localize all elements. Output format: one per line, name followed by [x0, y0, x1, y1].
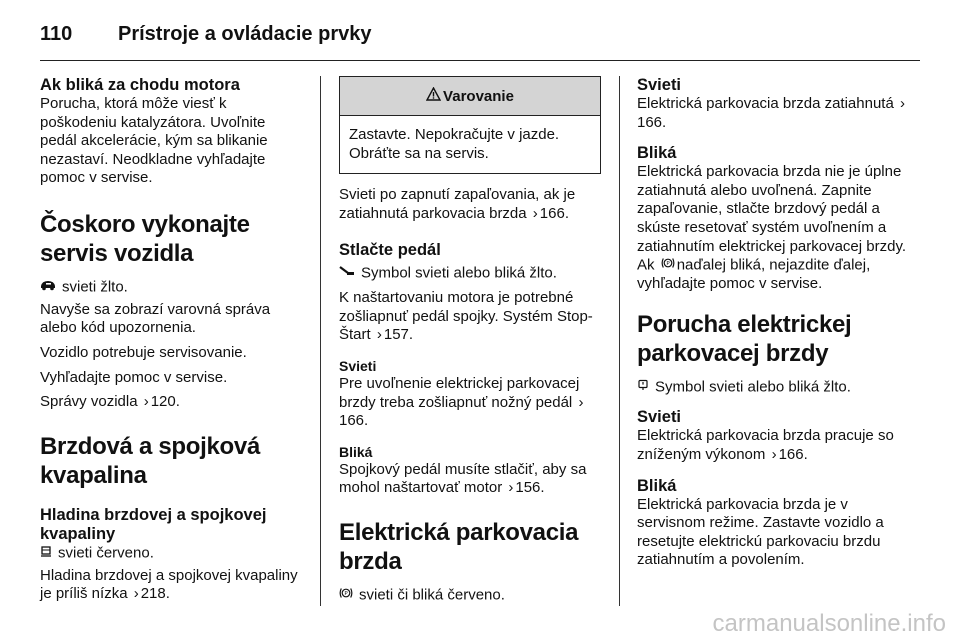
subheading-svieti: Svieti — [339, 358, 377, 375]
service-p2: Vozidlo potrebuje servisovanie. — [40, 344, 247, 362]
warning-box — [339, 76, 601, 174]
clutch-status-line — [339, 264, 601, 283]
service-p3: Vyhľadajte pomoc v servise. — [40, 368, 228, 386]
watermark: carmanualsonline.info — [712, 610, 946, 637]
page-number: 110 — [40, 22, 73, 45]
epb-intro-text: Svieti po zapnutí zapaľovania, ak je zatiahnutá parkovacia brzda — [339, 186, 576, 222]
epb-blika-text — [637, 163, 920, 293]
blika-page[interactable]: 156. — [515, 479, 545, 497]
subheading-blika: Bliká — [339, 443, 373, 460]
fluid-status: svieti červeno. — [58, 544, 154, 562]
page-reference-arrow-icon: › — [143, 393, 149, 411]
clutch-p1 — [339, 289, 601, 345]
page-reference-arrow-icon: › — [532, 204, 538, 222]
fluid-status-line — [40, 544, 302, 563]
section-heading-clutch: Stlačte pedál — [339, 241, 441, 260]
epb-svieti-body: Elektrická parkovacia brzda zatiahnutá — [637, 95, 894, 112]
fault-svieti-page[interactable]: 166. — [778, 446, 808, 464]
epb-blika-body-a: Elektrická parkovacia brzda nie je úplne zatiahnutá alebo uvoľnená. Zapnite zapaľovanie, stlačte brzdový pedál a skúste resetovať systém uvoľnením a zatiahnutím elektrickej parkovacej brzdy. Ak — [637, 163, 907, 274]
service-status-line — [40, 278, 302, 297]
section-heading-engine-blink: Ak bliká za chodu motora — [40, 76, 240, 94]
fault-svieti-body: Elektrická parkovacia brzda pracuje so zníženým výkonom — [637, 427, 894, 464]
page-reference-arrow-icon: › — [133, 585, 139, 603]
epb-intro — [339, 186, 601, 223]
epb-svieti-text — [637, 95, 920, 132]
page-reference-arrow-icon: › — [899, 95, 905, 112]
parking-brake-icon — [661, 256, 675, 275]
warning-title: Varovanie — [443, 87, 514, 105]
service-p4-text: Správy vozidla — [40, 393, 138, 411]
subheading-fault-svieti: Svieti — [637, 408, 682, 427]
service-p4 — [40, 393, 302, 412]
fluid-p1-text: Hladina brzdovej a spojkovej kvapaliny je príliš nízka — [40, 566, 298, 603]
warning-header — [340, 77, 600, 116]
warning-triangle-icon — [426, 87, 441, 105]
svieti-text-body: Pre uvoľnenie elektrickej parkovacej brzdy treba zošliapnuť nožný pedál — [339, 375, 580, 411]
service-status: svieti žlto. — [62, 278, 128, 296]
page-header — [40, 14, 371, 54]
fluid-p1-page[interactable]: 218. — [140, 585, 170, 603]
engine-blink-text: Porucha, ktorá môže viesť k poškodeniu katalyzátora. Uvoľnite pedál akcelerácie, kým sa blikanie nezastaví. Neodkladne vyhľadajte pomoc v servise. — [40, 95, 268, 187]
clutch-p1-text: K naštartovaniu motora je potrebné zošliapnuť pedál spojky. Systém Stop-Štart — [339, 289, 593, 344]
header-rule — [40, 60, 920, 61]
svieti-page[interactable]: 166. — [339, 412, 369, 430]
wrench-car-icon — [40, 278, 56, 297]
epb-status: svieti či bliká červeno. — [359, 586, 505, 604]
blika-text — [339, 461, 601, 498]
epb-status-line — [339, 586, 601, 605]
section-heading-service: Čoskoro vykonajte servis vozidla — [40, 210, 250, 267]
subheading-fault-blika: Bliká — [637, 476, 677, 495]
column-divider-left — [320, 76, 321, 606]
page-title: Prístroje a ovládacie prvky — [118, 22, 372, 45]
blika-text-body: Spojkový pedál musíte stlačiť, aby sa mohol naštartovať motor — [339, 460, 587, 497]
section-heading-epb-fault: Porucha elektrickej parkovacej brzdy — [637, 310, 852, 367]
section-heading-epb: Elektrická parkovacia brzda — [339, 518, 579, 575]
column-3 — [637, 76, 920, 570]
warning-text: Zastavte. Nepokračujte v jazde. Obráťte sa na servis. — [349, 126, 560, 162]
page-reference-arrow-icon: › — [508, 479, 514, 497]
clutch-pedal-icon — [339, 264, 355, 283]
fluid-subheading: Hladina brzdovej a spojkovej kvapaliny — [40, 505, 267, 543]
page-reference-arrow-icon: › — [771, 446, 777, 464]
svg-text:P: P — [666, 261, 670, 268]
parking-brake-icon — [339, 586, 353, 605]
service-p4-page[interactable]: 120. — [150, 393, 180, 411]
section-heading-fluid: Brzdová a spojková kvapalina — [40, 432, 261, 489]
epb-blika-body-b: naďalej bliká, nejazdite ďalej, vyhľadajte pomoc v servise. — [637, 256, 871, 293]
parking-brake-fault-icon — [637, 378, 649, 397]
clutch-status: Symbol svieti alebo bliká žlto. — [361, 264, 557, 282]
fault-status-line — [637, 378, 920, 397]
fluid-p1 — [40, 567, 302, 604]
epb-svieti-page[interactable]: 166. — [637, 113, 667, 131]
fault-blika-text: Elektrická parkovacia brzda je v servisnom režime. Zastavte vozidlo a resetujte elektrickú parkovaciu brzdu zatiahnutím a povolením. — [637, 495, 884, 569]
fault-status: Symbol svieti alebo bliká žlto. — [655, 377, 851, 395]
epb-intro-page[interactable]: 166. — [539, 204, 569, 222]
page-reference-arrow-icon: › — [578, 393, 584, 411]
clutch-p1-page[interactable]: 157. — [383, 326, 414, 344]
column-2 — [339, 76, 601, 605]
fault-svieti-text — [637, 427, 920, 464]
subheading-svieti-epb: Svieti — [637, 76, 682, 94]
brake-fluid-icon — [40, 544, 52, 563]
svieti-text — [339, 375, 601, 431]
subheading-blika-epb: Bliká — [637, 144, 677, 163]
column-divider-right — [619, 76, 620, 606]
column-1 — [40, 76, 302, 604]
page-reference-arrow-icon: › — [376, 326, 382, 344]
svg-text:P: P — [344, 590, 348, 597]
service-p1: Navyše sa zobrazí varovná správa alebo kód upozornenia. — [40, 300, 271, 337]
